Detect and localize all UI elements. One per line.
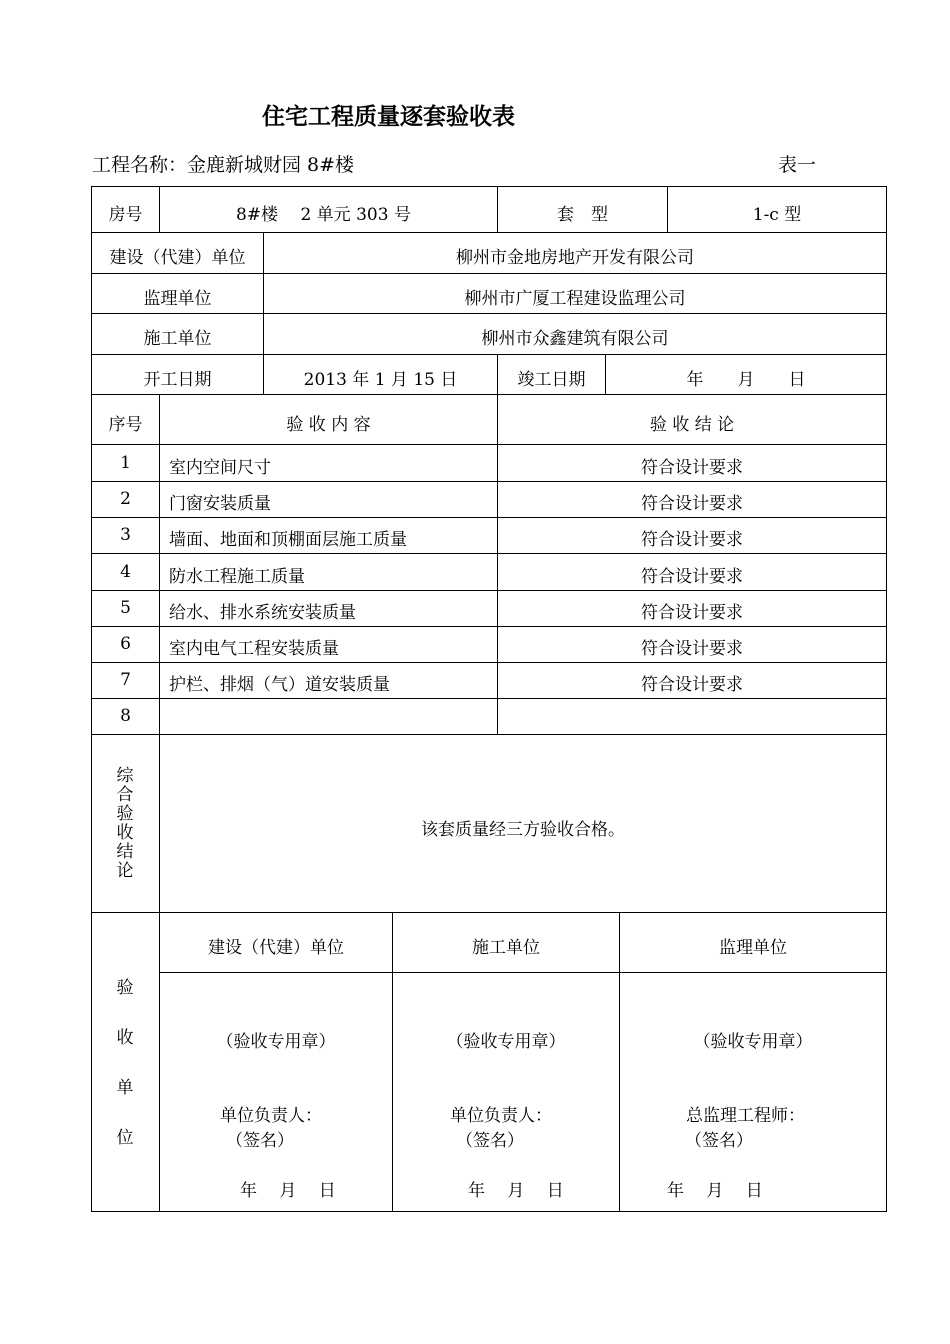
build-unit-value: 柳州市金地房地产开发有限公司: [456, 248, 694, 268]
row-no: 7: [120, 670, 131, 690]
sign-build: （签名）: [226, 1131, 294, 1151]
row-content: 给水、排水系统安装质量: [169, 603, 356, 623]
form-number: 表一: [778, 154, 817, 176]
type-label: 套 型: [557, 205, 608, 225]
person-construct: 单位负责人：: [450, 1106, 552, 1126]
seal-construct: （验收专用章）: [446, 1032, 566, 1052]
seal-supervise: （验收专用章）: [693, 1032, 813, 1052]
page-title: 住宅工程质量逐套验收表: [262, 104, 515, 130]
row-no: 6: [120, 634, 131, 654]
start-date-value: 2013 年 1 月 15 日: [303, 370, 458, 390]
row-content: 防水工程施工质量: [169, 567, 305, 587]
construct-unit-label: 施工单位: [143, 329, 212, 349]
end-date-value: 年 月 日: [686, 370, 806, 390]
col-content-header: 验 收 内 容: [286, 415, 371, 435]
row-result: 符合设计要求: [641, 494, 743, 514]
sign-supervise: （签名）: [685, 1131, 753, 1151]
date-supervise: 年 月 日: [667, 1181, 763, 1201]
conclusion-label: 综合验收结论: [116, 766, 134, 881]
unit-name-construct: 施工单位: [472, 938, 540, 958]
row-no: 3: [120, 525, 131, 545]
row-content: 室内电气工程安装质量: [169, 639, 339, 659]
supervise-unit-label: 监理单位: [143, 289, 212, 309]
room-value: 8#楼 2 单元 303 号: [236, 205, 411, 225]
build-unit-label: 建设（代建）单位: [109, 248, 246, 268]
unit-name-build: 建设（代建）单位: [208, 938, 344, 958]
supervise-unit-value: 柳州市广厦工程建设监理公司: [464, 289, 686, 309]
person-supervise: 总监理工程师：: [686, 1106, 805, 1126]
room-label: 房号: [108, 205, 143, 225]
row-no: 5: [120, 598, 131, 618]
end-date-label: 竣工日期: [517, 370, 586, 390]
row-result: 符合设计要求: [641, 603, 743, 623]
project-name: 工程名称：金鹿新城财园 8#楼: [92, 154, 355, 176]
row-result: 符合设计要求: [641, 530, 743, 550]
row-result: 符合设计要求: [641, 458, 743, 478]
acceptance-label: 验收单位: [116, 978, 134, 1148]
row-no: 1: [120, 453, 131, 473]
date-build: 年 月 日: [240, 1181, 336, 1201]
unit-name-supervise: 监理单位: [719, 938, 787, 958]
type-value: 1-c 型: [752, 205, 802, 225]
row-content: 门窗安装质量: [169, 494, 271, 514]
row-content: 室内空间尺寸: [169, 458, 271, 478]
col-no-header: 序号: [108, 415, 143, 435]
row-result: 符合设计要求: [641, 639, 743, 659]
date-construct: 年 月 日: [468, 1181, 564, 1201]
start-date-label: 开工日期: [143, 370, 212, 390]
row-content: 护栏、排烟（气）道安装质量: [169, 675, 390, 695]
row-no: 8: [120, 706, 131, 726]
sign-construct: （签名）: [456, 1131, 524, 1151]
row-no: 4: [120, 562, 131, 582]
row-no: 2: [120, 489, 131, 509]
row-result: 符合设计要求: [641, 567, 743, 587]
construct-unit-value: 柳州市众鑫建筑有限公司: [481, 329, 669, 349]
seal-build: （验收专用章）: [216, 1032, 336, 1052]
row-content: 墙面、地面和顶棚面层施工质量: [169, 530, 407, 550]
conclusion-text: 该套质量经三方验收合格。: [421, 820, 625, 840]
col-result-header: 验 收 结 论: [649, 415, 735, 435]
person-build: 单位负责人：: [220, 1106, 322, 1126]
row-result: 符合设计要求: [641, 675, 743, 695]
